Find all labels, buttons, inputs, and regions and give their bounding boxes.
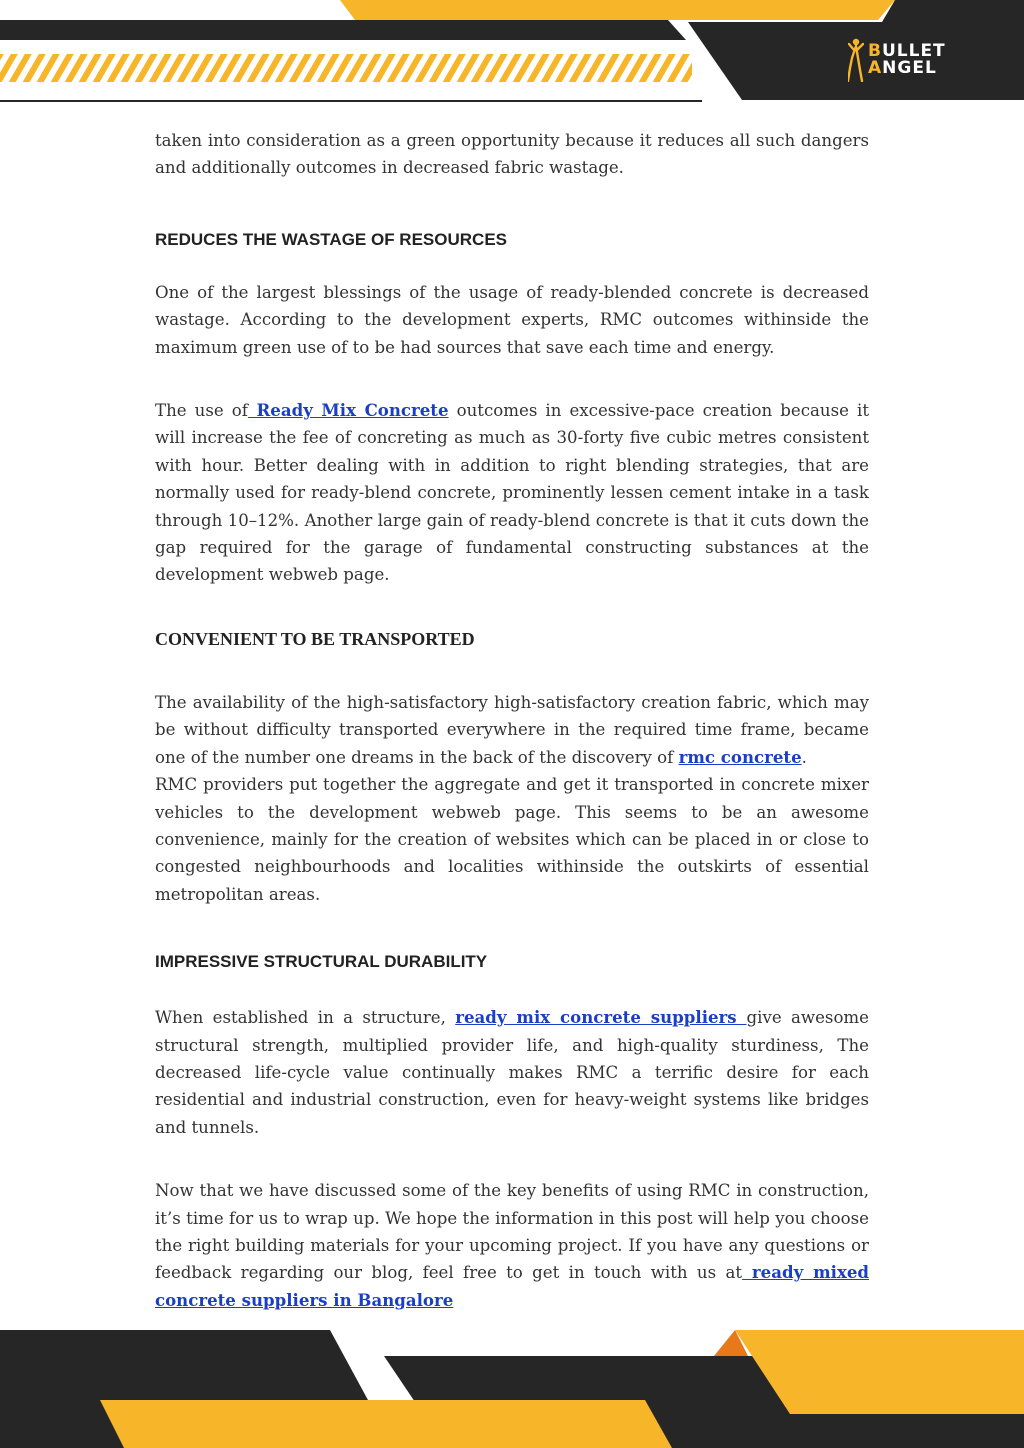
rmc-concrete-link[interactable]: rmc concrete bbox=[678, 746, 802, 767]
heading-structural-durability: IMPRESSIVE STRUCTURAL DURABILITY bbox=[155, 952, 488, 972]
transport-paragraph-1-end: . bbox=[801, 747, 807, 767]
logo-wordmark bbox=[868, 43, 946, 77]
article-body bbox=[155, 127, 869, 1314]
conclusion-paragraph bbox=[155, 1177, 869, 1314]
durability-paragraph bbox=[155, 1004, 869, 1141]
transport-paragraph-1-body: The availability of the high-satisfactory high-satisfactory creation fabric, which may be without difficulty transported everywhere in the required time frame, became one of the number one dreams in the back of the discovery of bbox=[155, 692, 869, 767]
conclusion-paragraph-body: Now that we have discussed some of the key benefits of using RMC in construction, it’s time for us to wrap up. We hope the information in this post will help you choose the right building materials for your upcoming project. If you have any questions or feedback regarding our blog, feel free to get in touch with us at bbox=[155, 1181, 869, 1283]
wastage-paragraph-2-body: outcomes in excessive-pace creation because it will increase the fee of concreting as much as 30-forty five cubic metres consistent with hour. Better dealing with in addition to right blending strategies, that are normally used for ready-blend concrete, prominently lessen cement intake in a task through 10–12%. Another large gain of ready-blend concrete is that it cuts down the gap required for the garage of fundamental constructing substances at the development webweb page. bbox=[155, 401, 870, 585]
wastage-paragraph-2-lead: The use of bbox=[155, 401, 248, 421]
runner-figure-icon bbox=[848, 38, 864, 82]
bangalore-suppliers-link[interactable]: ready mixed concrete suppliers in Bangalore bbox=[155, 1262, 870, 1310]
bullet-angel-logo bbox=[848, 36, 978, 84]
footer-decoration bbox=[0, 1328, 1024, 1448]
heading-reduces-wastage: REDUCES THE WASTAGE OF RESOURCES bbox=[155, 229, 507, 249]
wastage-paragraph-2 bbox=[155, 397, 869, 589]
transport-paragraph-1 bbox=[155, 689, 869, 771]
heading-convenient-transport: CONVENIENT TO BE TRANSPORTED bbox=[155, 628, 475, 649]
logo-line-1: BULLET bbox=[868, 41, 946, 61]
intro-paragraph: taken into consideration as a green opportunity because it reduces all such dangers and additionally outcomes in decreased fabric wastage. bbox=[155, 131, 869, 178]
logo-line-2: ANGEL bbox=[868, 58, 937, 78]
ready-mix-concrete-link[interactable]: Ready Mix Concrete bbox=[247, 400, 449, 421]
transport-paragraph-2: RMC providers put together the aggregate and get it transported in concrete mixer vehicles to the development webweb page. This seems to be an awesome convenience, mainly for the creation of websites which can be placed in or close to congested neighbourhoods and localities withinside the outskirts of essential metropolitan areas. bbox=[155, 775, 869, 904]
wastage-paragraph-1: One of the largest blessings of the usage of ready-blended concrete is decreased wastage. According to the development experts, RMC outcomes withinside the maximum green use of to be had sources that save each time and energy. bbox=[155, 282, 869, 357]
durability-paragraph-lead: When established in a structure, bbox=[155, 1008, 456, 1028]
ready-mix-suppliers-link[interactable]: ready mix concrete suppliers bbox=[455, 1007, 747, 1028]
durability-paragraph-body: give awesome structural strength, multiplied provider life, and high-quality sturdiness, The decreased life-cycle value continually makes RMC a terrific desire for each residential and industrial construction, even for heavy-weight systems like bridges and tunnels. bbox=[155, 1008, 869, 1137]
